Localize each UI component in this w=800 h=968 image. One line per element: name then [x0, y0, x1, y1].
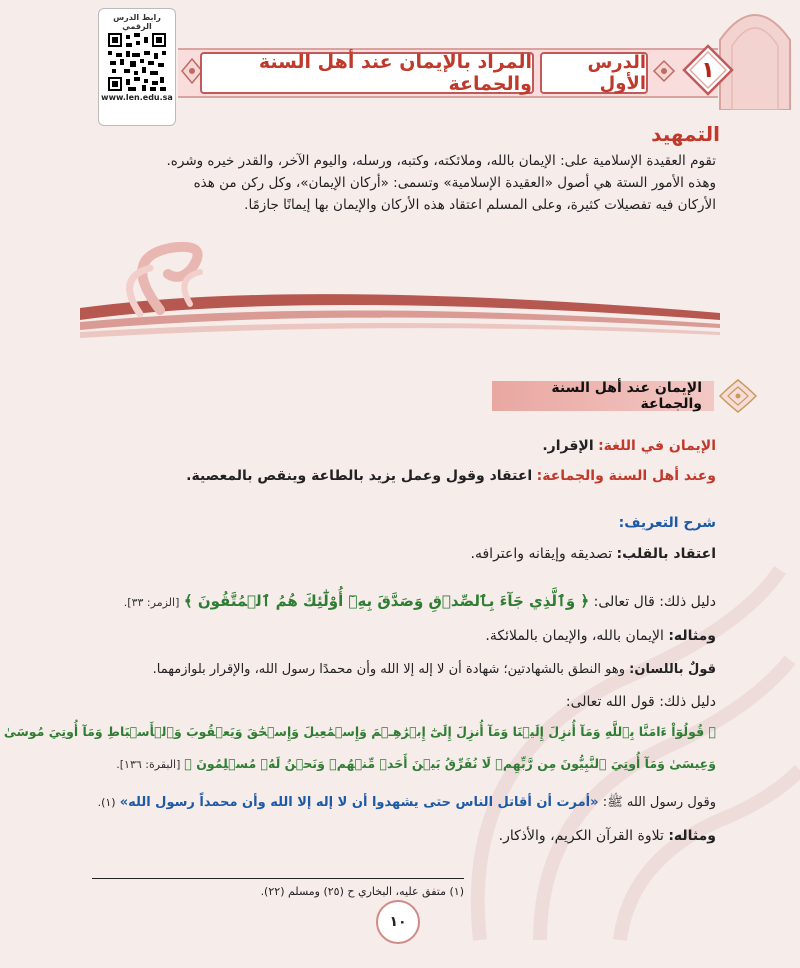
- definition-sunnah: [186, 468, 716, 484]
- evidence-2-verse-line-1: [4, 724, 716, 739]
- definition-language-label: الإيمان في اللغة:: [598, 438, 716, 454]
- example-2-value: تلاوة القرآن الكريم، والأذكار.: [498, 828, 664, 844]
- definition-sunnah-label: وعند أهل السنة والجماعة:: [536, 468, 716, 484]
- lesson-title: المراد بالإيمان عند أهل السنة والجماعة: [258, 51, 532, 95]
- qr-code-icon: [108, 33, 166, 91]
- explanation-heading: [619, 515, 716, 531]
- page-number: ١٠: [376, 900, 420, 944]
- tongue-statement: [153, 662, 716, 677]
- section-title-band: [492, 381, 714, 411]
- evidence-2-ref: [البقرة: ١٣٦].: [116, 758, 181, 771]
- tongue-statement-label: قولٌ باللسان:: [629, 662, 716, 677]
- evidence-1-ref: [الزمر: ٣٣].: [123, 596, 180, 609]
- explanation-heading-text: شرح التعريف:: [618, 515, 716, 531]
- lesson-number: ١: [701, 57, 715, 83]
- evidence-1-verse: ﴿ وَٱلَّذِي جَآءَ بِٱلصِّدۡقِ وَصَدَّقَ بِهِۦٓ أُوْلَٰٓئِكَ هُمُ ٱلۡمُتَّقُونَ ﴾: [183, 592, 590, 610]
- footnote-divider: [92, 878, 464, 879]
- footnote: (١) متفق عليه، البخاري ح (٢٥) ومسلم (٢٢).: [260, 885, 464, 898]
- evidence-2-verse-line-2: [116, 756, 716, 771]
- definition-sunnah-value: اعتقاد وقول وعمل يزيد بالطاعة وينقص بالمعصية.: [186, 468, 533, 484]
- hadith-prefix: وقول رسول الله ﷺ:: [602, 795, 716, 810]
- evidence-1-prefix: دليل ذلك: قال تعالى:: [593, 594, 716, 610]
- hadith-text: «أمرت أن أقاتل الناس حتى يشهدوا أن لا إله إلا الله وأن محمداً رسول الله»: [119, 795, 599, 810]
- evidence-2-verse-text-2: وَعِيسَىٰ وَمَآ أُوتِيَ ٱلنَّبِيُّونَ مِن رَّبِّهِمۡ لَا نُفَرِّقُ بَيۡنَ أَحَدٖ مِّنۡهُمۡ وَنَحۡنُ لَهُۥ مُسۡلِمُونَ ﴾: [184, 756, 716, 771]
- intro-heading: التمهيد: [651, 122, 720, 146]
- definition-language-value: الإقرار.: [542, 438, 594, 454]
- example-2: [499, 828, 716, 844]
- intro-paragraph-2-line-2: الأركان فيه تفصيلات كثيرة، وعلى المسلم اعتقاد هذه الأركان والإيمان بها إيمانًا جازمًا.: [244, 197, 716, 213]
- lesson-title-box: [200, 52, 534, 94]
- qr-label: رابط الدرس الرقمي: [113, 13, 161, 31]
- decorative-wave: [80, 238, 720, 348]
- example-1-value: الإيمان بالله، والإيمان بالملائكة.: [485, 628, 664, 644]
- heart-belief-label: اعتقاد بالقلب:: [616, 546, 716, 562]
- qr-code-box[interactable]: [98, 8, 176, 126]
- intro-text: [76, 150, 716, 216]
- hadith-ref: (١).: [97, 796, 116, 809]
- lesson-number-badge: [682, 44, 734, 96]
- example-2-label: ومثاله:: [668, 828, 716, 844]
- section-ornament-icon: [718, 378, 758, 414]
- evidence-2-verse-text-1: ﴿ قُولُوٓاْ ءَامَنَّا بِٱللَّهِ وَمَآ أُنزِلَ إِلَيۡنَا وَمَآ أُنزِلَ إِلَىٰٓ إِبۡرَٰهِـۧمَ وَإِسۡمَٰعِيلَ وَإِسۡحَٰقَ وَيَعۡقُوبَ وَٱلۡأَسۡبَاطِ وَمَآ أُوتِيَ مُوسَىٰ: [3, 724, 716, 739]
- qr-url[interactable]: www.len.edu.sa: [101, 93, 173, 102]
- example-1-label: ومثاله:: [668, 628, 716, 644]
- lesson-label: الدرس الأول: [587, 52, 646, 94]
- evidence-2-prefix: دليل ذلك: قول الله تعالى:: [565, 694, 716, 710]
- header-ornament-right: [650, 55, 676, 87]
- lesson-label-box: [540, 52, 648, 94]
- intro-paragraph-1: تقوم العقيدة الإسلامية على: الإيمان بالله، وملائكته، وكتبه، ورسله، واليوم الآخر، والقدر خيره وشره.: [166, 153, 716, 169]
- example-1: [485, 628, 716, 644]
- heart-belief: [471, 546, 716, 562]
- section-title: الإيمان عند أهل السنة والجماعة: [551, 380, 702, 412]
- heart-belief-value: تصديقه وإيقانه واعترافه.: [470, 546, 613, 562]
- tongue-statement-value: وهو النطق بالشهادتين؛ شهادة أن لا إله إلا الله وأن محمدًا رسول الله، والإقرار بلوازمهما.: [152, 662, 626, 677]
- intro-paragraph-2-line-1: وهذه الأمور الستة هي أصول «العقيدة الإسلامية» وتسمى: «أركان الإيمان»، وكل ركن من هذه: [193, 175, 716, 191]
- hadith: [98, 794, 716, 813]
- definition-language: [542, 438, 716, 454]
- evidence-1: [124, 592, 716, 610]
